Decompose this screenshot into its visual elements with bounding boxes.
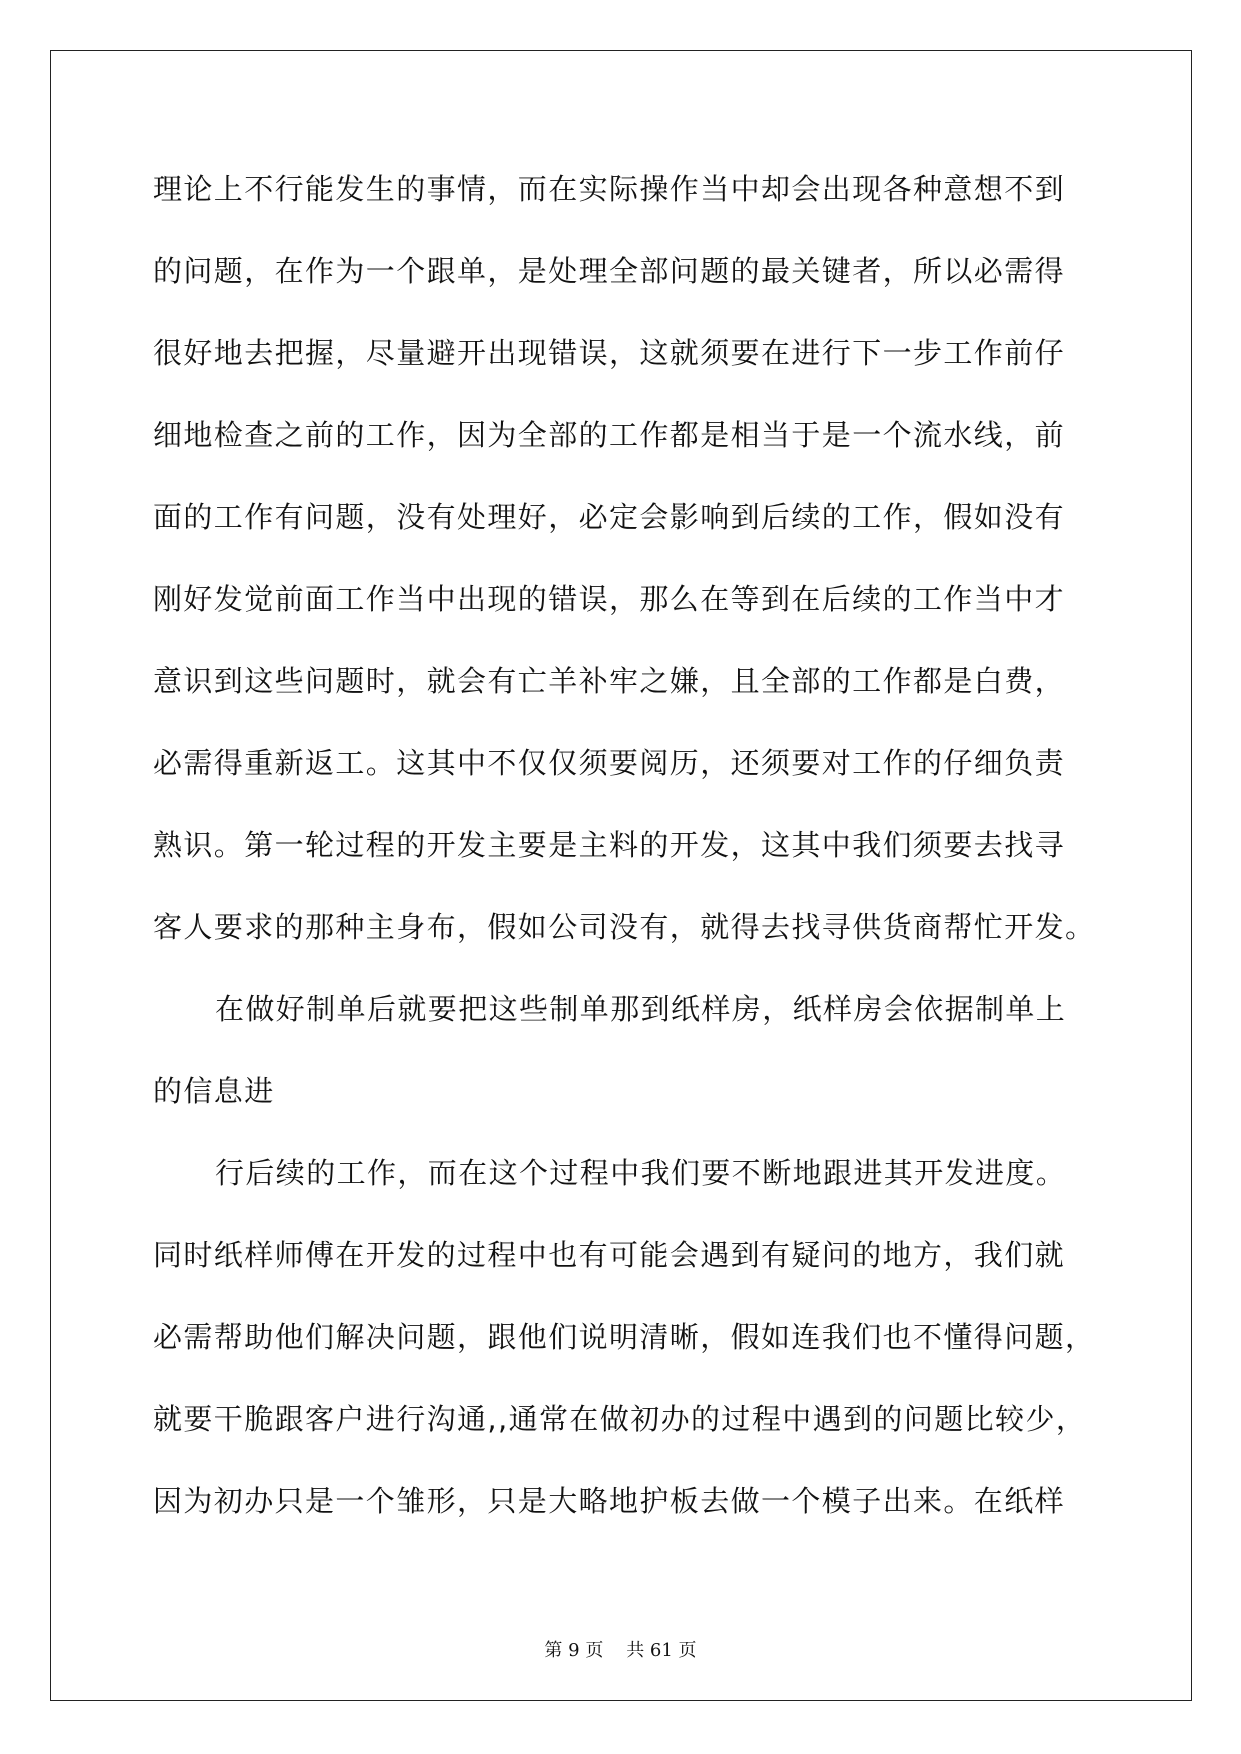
- text-line: 的信息进: [153, 1074, 275, 1108]
- text-line: 就要干脆跟客户进行沟通,,通常在做初办的过程中遇到的问题比较少，: [153, 1402, 1087, 1436]
- text-line: 面的工作有问题，没有处理好，必定会影响到后续的工作，假如没有: [153, 500, 1066, 534]
- text-line: 的问题，在作为一个跟单，是处理全部问题的最关键者，所以必需得: [153, 254, 1066, 288]
- page-footer: [0, 1636, 1241, 1662]
- text-line: 理论上不行能发生的事情，而在实际操作当中却会出现各种意想不到: [153, 172, 1066, 206]
- text-line: 客人要求的那种主身布，假如公司没有，就得去找寻供货商帮忙开发。: [153, 910, 1096, 944]
- text-line: 同时纸样师傅在开发的过程中也有可能会遇到有疑问的地方，我们就: [153, 1238, 1066, 1272]
- text-line: 熟识。第一轮过程的开发主要是主料的开发，这其中我们须要去找寻: [153, 828, 1066, 862]
- document-body: [153, 158, 1096, 1552]
- text-line: 意识到这些问题时，就会有亡羊补牢之嫌，且全部的工作都是白费，: [153, 664, 1066, 698]
- text-line: 很好地去把握，尽量避开出现错误，这就须要在进行下一步工作前仔: [153, 336, 1066, 370]
- text-line: 因为初办只是一个雏形，只是大略地护板去做一个模子出来。在纸样: [153, 1484, 1066, 1518]
- text-line: 刚好发觉前面工作当中出现的错误，那么在等到在后续的工作当中才: [153, 582, 1066, 616]
- text-line: 行后续的工作，而在这个过程中我们要不断地跟进其开发进度。: [215, 1156, 1067, 1190]
- text-line: 细地检查之前的工作，因为全部的工作都是相当于是一个流水线，前: [153, 418, 1066, 452]
- text-line: 在做好制单后就要把这些制单那到纸样房，纸样房会依据制单上: [215, 992, 1067, 1026]
- text-line: 必需帮助他们解决问题，跟他们说明清晰，假如连我们也不懂得问题，: [153, 1320, 1096, 1354]
- text-line: 必需得重新返工。这其中不仅仅须要阅历，还须要对工作的仔细负责: [153, 746, 1066, 780]
- page-number-label: 第 9 页 共 61 页: [544, 1640, 697, 1661]
